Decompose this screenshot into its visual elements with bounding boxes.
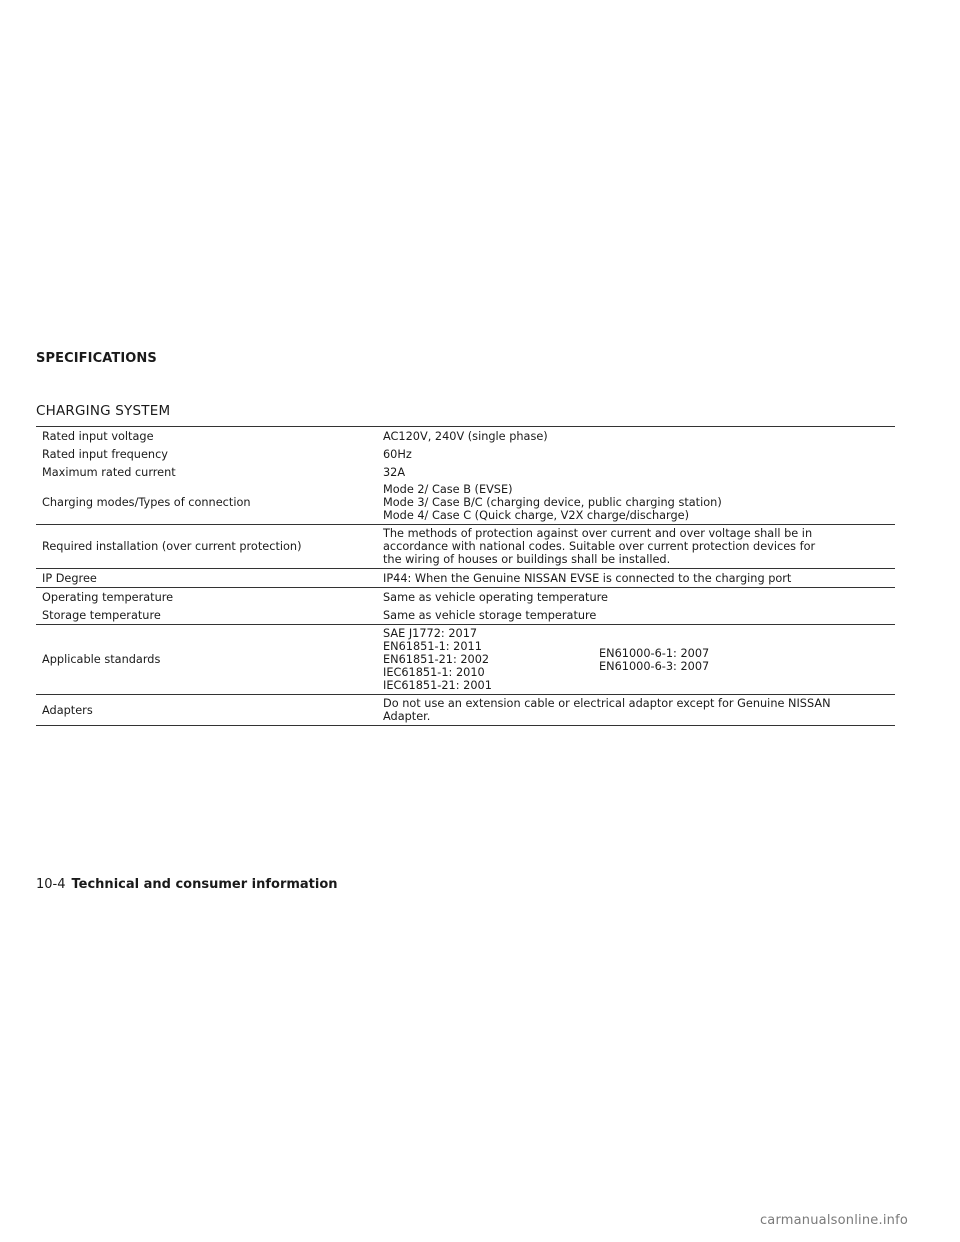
- spec-row-rated-input-voltage: [36, 427, 895, 446]
- spec-value: [377, 695, 895, 726]
- standard-item: EN61851-1: 2011: [383, 640, 482, 653]
- standards-list: [383, 627, 889, 692]
- spec-value-line: The methods of protection against over current and over voltage shall be in: [383, 527, 813, 540]
- standard-item: IEC61851-21: 2001: [383, 679, 492, 692]
- spec-value-line: Do not use an extension cable or electrical adaptor except for Genuine NISSAN: [383, 697, 831, 710]
- spec-row-rated-input-frequency: [36, 445, 895, 463]
- spec-value-line: Mode 2/ Case B (EVSE): [383, 483, 513, 496]
- spec-row-charging-modes: [36, 481, 895, 525]
- spec-value: [377, 625, 895, 695]
- subsection-heading: CHARGING SYSTEM: [36, 403, 171, 419]
- spec-value: Same as vehicle storage temperature: [377, 606, 895, 625]
- page-footer: [36, 877, 338, 892]
- spec-label: Applicable standards: [36, 625, 377, 695]
- spec-value: IP44: When the Genuine NISSAN EVSE is connected to the charging port: [377, 569, 895, 588]
- spec-row-operating-temperature: [36, 588, 895, 607]
- spec-value: 60Hz: [383, 447, 412, 461]
- standard-item: IEC61851-1: 2010: [383, 666, 485, 679]
- standard-item: SAE J1772: 2017: [383, 627, 478, 640]
- standard-item: EN61000-6-3: 2007: [599, 659, 710, 673]
- spec-row-ip-degree: [36, 569, 895, 588]
- standards-column-a: [383, 627, 599, 692]
- spec-label: Rated input frequency: [42, 447, 168, 461]
- spec-row-adapters: [36, 695, 895, 726]
- spec-label: Maximum rated current: [42, 465, 176, 479]
- spec-label: Adapters: [42, 703, 93, 717]
- page-number: 10-4: [36, 877, 66, 892]
- spec-row-storage-temperature: [36, 606, 895, 625]
- spec-row-maximum-rated-current: [36, 463, 895, 481]
- specifications-table: [36, 426, 895, 726]
- spec-label: Charging modes/Types of connection: [36, 481, 377, 525]
- spec-value: AC120V, 240V (single phase): [383, 429, 548, 443]
- chapter-title: Technical and consumer information: [71, 877, 338, 892]
- standards-column-b: [599, 647, 709, 673]
- spec-label: IP Degree: [36, 569, 377, 588]
- spec-value: [377, 481, 895, 525]
- spec-value-line: the wiring of houses or buildings shall be installed.: [383, 553, 671, 566]
- standard-item: EN61851-21: 2002: [383, 653, 490, 666]
- spec-value: [377, 525, 895, 569]
- spec-value-line: Mode 3/ Case B/C (charging device, public charging station): [383, 496, 722, 509]
- spec-label: Rated input voltage: [42, 429, 154, 443]
- spec-label: Required installation (over current protection): [36, 525, 377, 569]
- spec-label: Storage temperature: [36, 606, 377, 625]
- spec-value: Same as vehicle operating temperature: [383, 590, 608, 604]
- spec-row-required-installation: [36, 525, 895, 569]
- standard-item: EN61000-6-1: 2007: [599, 646, 710, 660]
- spec-value-line: Adapter.: [383, 710, 431, 723]
- spec-value: 32A: [383, 465, 406, 479]
- section-heading: SPECIFICATIONS: [36, 351, 157, 366]
- spec-row-applicable-standards: [36, 625, 895, 695]
- spec-value-line: Mode 4/ Case C (Quick charge, V2X charge/discharge): [383, 509, 690, 522]
- spec-label: Operating temperature: [42, 590, 174, 604]
- watermark: carmanualsonline.info: [759, 1213, 908, 1228]
- spec-value-line: accordance with national codes. Suitable over current protection devices for: [383, 540, 816, 553]
